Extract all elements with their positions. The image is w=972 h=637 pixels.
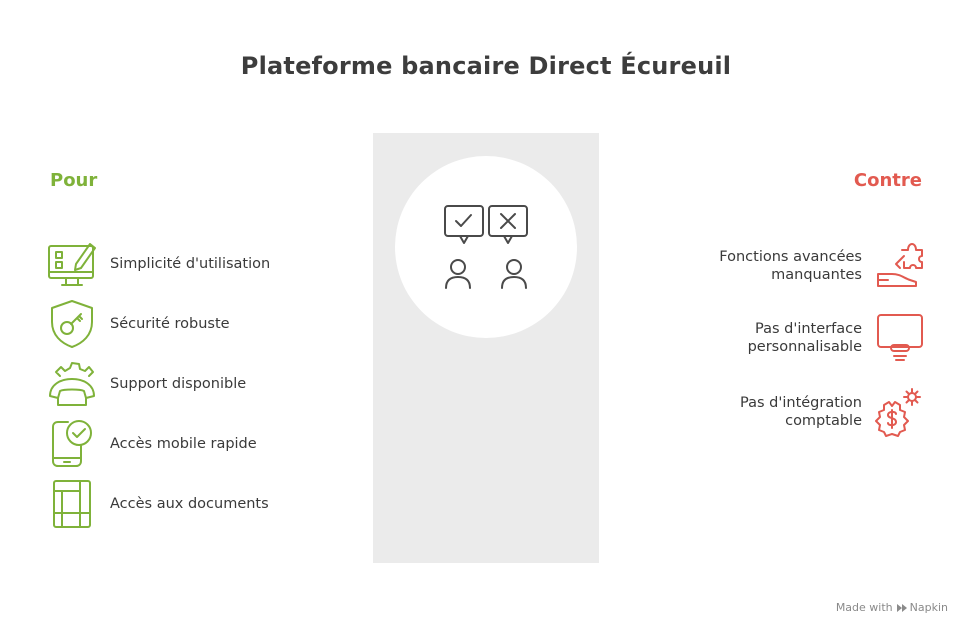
pro-item-label: Support disponible	[110, 376, 247, 392]
pro-item-documents	[46, 478, 269, 530]
dollar-gear-icon	[874, 386, 926, 438]
footer-brand: Napkin	[909, 601, 948, 614]
pro-item-label: Accès mobile rapide	[110, 436, 257, 452]
pro-item-label: Simplicité d'utilisation	[110, 256, 271, 272]
page-title: Plateforme bancaire Direct Écureuil	[240, 52, 732, 80]
pro-item-support	[46, 358, 246, 410]
con-item-label: Pas d'interface personnalisable	[747, 321, 862, 355]
footer-prefix: Made with	[835, 601, 893, 614]
con-item-label: Pas d'intégration comptable	[740, 395, 862, 429]
napkin-logo-icon	[897, 603, 907, 613]
documents-icon	[46, 478, 98, 530]
computer-edit-icon	[46, 238, 98, 290]
support-phone-icon	[46, 358, 98, 410]
con-item-label: Fonctions avancées manquantes	[719, 249, 862, 283]
pro-item-label: Accès aux documents	[110, 496, 269, 512]
pro-item-security	[46, 298, 230, 350]
napkin-credit[interactable]	[836, 601, 948, 614]
pro-item-simplicity	[46, 238, 270, 290]
missing-puzzle-icon	[874, 240, 926, 292]
pros-heading: Pour	[50, 170, 98, 191]
shield-key-icon	[46, 298, 98, 350]
mobile-check-icon	[46, 418, 98, 470]
pro-item-label: Sécurité robuste	[110, 316, 230, 332]
con-item-advanced-features	[682, 240, 926, 292]
con-item-interface	[682, 312, 926, 364]
monitor-icon	[874, 312, 926, 364]
cons-heading: Contre	[853, 170, 922, 191]
pro-item-mobile	[46, 418, 257, 470]
decision-people-icon	[440, 200, 532, 292]
con-item-accounting	[682, 386, 926, 438]
